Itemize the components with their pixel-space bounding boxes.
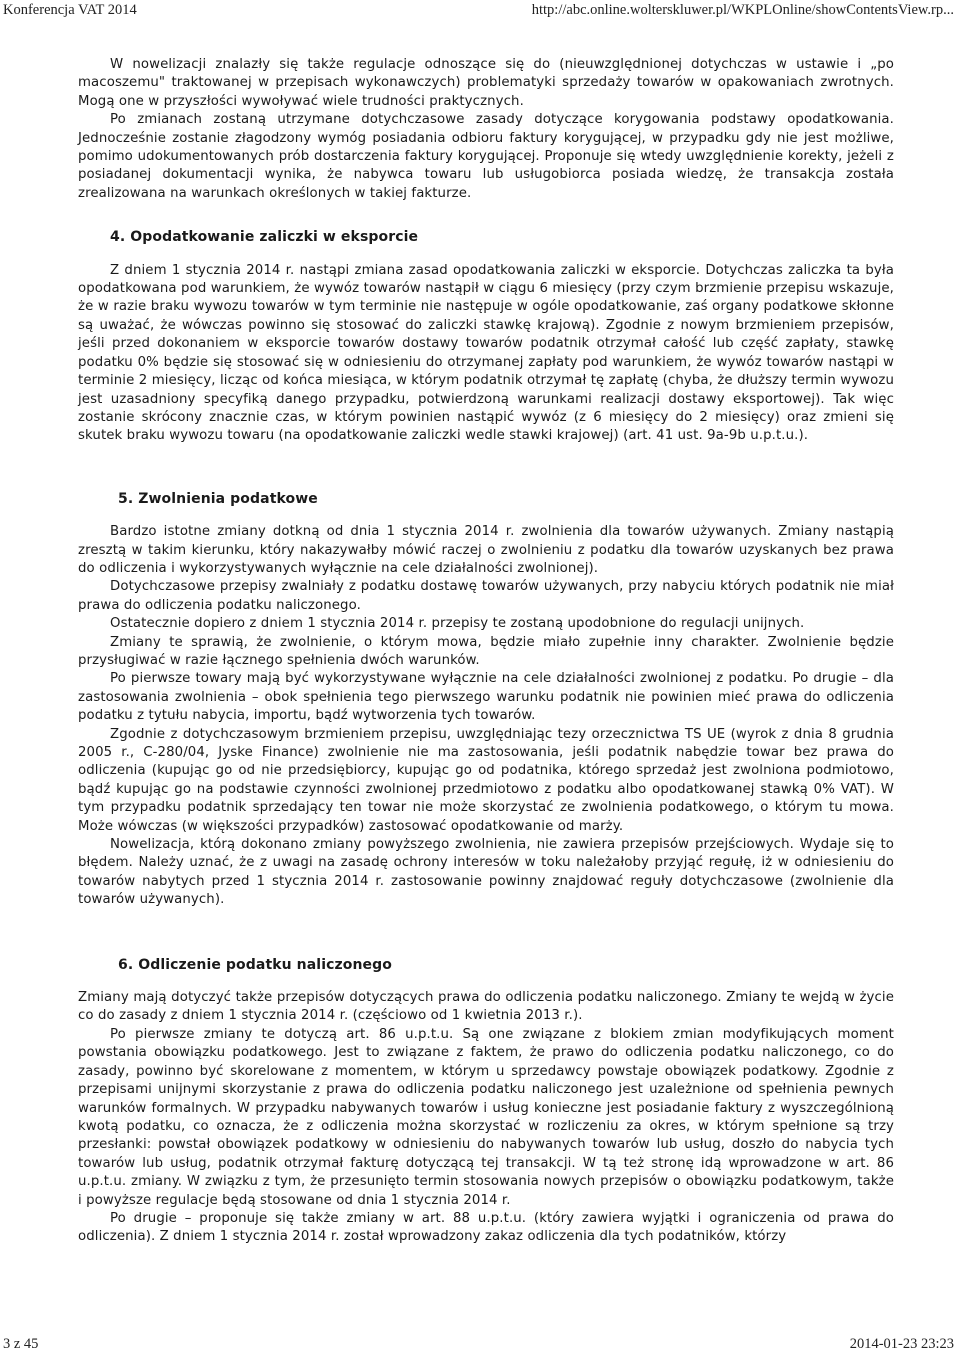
section-5-paragraph: Zgodnie z dotychczasowym brzmieniem przepisu, uwzględniając tezy orzecznictwa TS UE (wyrok z dnia 8 grudnia 2005 r., C-280/04, Jyske Finance) zwolnienie nie ma zastosowania, jeśli podatnik nabędzie towar bez prawa do odliczenia (kupując go od nie przedsiębiorcy, kupując go od podatnika, którego sprzedaż jest zwolniona podmiotowo, bądź kupując go na podstawie czynności zwolnionej przedmiotowo z podatku albo opodatkowanej stawką 0% VAT). W tym przypadku podatnik sprzedający ten towar nie może skorzystać ze zwolnienia podatkowego, o którym tu mowa. Może wówczas (w większości przypadków) zastosować opodatkowanie od marży. xyxy=(78,726,894,834)
section-5-paragraph: Nowelizacja, którą dokonano zmiany powyższego zwolnienia, nie zawiera przepisów przejściowych. Wydaje się to błędem. Należy uznać, że z uwagi na zasadę ochrony interesów w toku należałoby przyjąć regułę, iż w odniesieniu do towarów nabytych przed 1 stycznia 2014 r. zastosowanie powinny znajdować reguły dotychczasowe (zwolnienie dla towarów używanych). xyxy=(78,837,894,908)
print-timestamp: 2014-01-23 23:23 xyxy=(849,1336,954,1352)
intro-paragraph: Po zmianach zostaną utrzymane dotychczasowe zasady dotyczące korygowania podstawy opodatkowania. Jednocześnie zostanie złagodzony wymóg posiadania odbioru faktury korygującej, w przypadku gdy nie jest możliwe, pomimo udokumentowanych prób dostarczenia faktury korygującej. Proponuje się wtedy uwzględnienie korekty, jeżeli z posiadanej dokumentacji wynika, że nabywca towaru lub usługobiorca posiada wiedzę, że transakcja została zrealizowana na warunkach określonych w takiej fakturze. xyxy=(78,112,894,201)
section-5-paragraph: Po pierwsze towary mają być wykorzystywane wyłącznie na cele działalności zwolnionej z podatku. Po drugie – dla zastosowania zwolnienia – obok spełnienia tego pierwszego warunku podatnik nie powinien mieć prawa do odliczenia podatku z tytułu nabycia, importu, bądź wytworzenia tych towarów. xyxy=(78,671,894,724)
section-6-heading: 6. Odliczenie podatku naliczonego xyxy=(118,956,392,973)
document-body xyxy=(78,56,894,1247)
section-4-paragraph: Z dniem 1 stycznia 2014 r. nastąpi zmiana zasad opodatkowania zaliczki w eksporcie. Dotychczas zaliczka ta była opodatkowana pod warunkiem, że wywóz towarów nastąpił w ciągu 6 miesięcy (przy czym brzmienie przepisu wskazuje, że w razie braku wywozu towarów w tym terminie nie następuje w ogóle opodatkowanie, zaś organy podatkowe skłonne są uważać, że wówczas powinno się stosować do zaliczki stawkę krajową). Zgodnie z nowym brzmieniem przepisów, jeśli przed dokonaniem w eksporcie towarów dostawy towarów podatnik otrzymał całość lub część zapłaty, stawkę podatku 0% będzie się stosować się w odniesieniu do otrzymanej zapłaty pod warunkiem, że wywóz towarów nastąpi w terminie 2 miesięcy, licząc od końca miesiąca, w którym podatnik otrzymał tę zapłatę (chyba, że dłuższy termin wywozu jest uzasadniony specyfiką danego przypadku, potwierdzoną warunkami realizacji dostawy eksportowej). Tak więc zostanie skrócony znacznie czas, w którym powinien nastąpić wywóz (z 6 miesięcy do 2 miesięcy) oraz zmieni się skutek braku wywozu towaru (na opodatkowanie zaliczki wedle stawki krajowej) (art. 41 ust. 9a-9b u.p.t.u.). xyxy=(78,262,894,444)
header-document-title: Konferencja VAT 2014 xyxy=(3,2,137,18)
section-5-paragraph: Zmiany te sprawią, że zwolnienie, o którym mowa, będzie miało zupełnie inny charakter. Zwolnienie będzie przysługiwać w razie łącznego spełnienia dwóch warunków. xyxy=(78,634,894,668)
section-5-paragraph: Ostatecznie dopiero z dniem 1 stycznia 2014 r. przepisy te zostaną upodobnione do regulacji unijnych. xyxy=(110,616,805,632)
section-6-paragraph: Zmiany mają dotyczyć także przepisów dotyczących prawa do odliczenia podatku naliczonego. Zmiany te wejdą w życie co do zasady z dniem 1 stycznia 2014 r. (częściowo od 1 kwietnia 2013 r.). xyxy=(78,990,894,1024)
page-counter: 3 z 45 xyxy=(3,1336,39,1352)
section-4-heading: 4. Opodatkowanie zaliczki w eksporcie xyxy=(110,229,419,246)
section-5-paragraph: Bardzo istotne zmiany dotkną od dnia 1 stycznia 2014 r. zwolnienia dla towarów używanych. Zmiany nastąpią zresztą w takim kierunku, który nakazywałby mówić raczej o zwolnieniu z podatku dla towarów uzyskanych bez prawa do odliczenia i wykorzystywanych wyłącznie na cele działalności zwolnionej). xyxy=(78,524,894,576)
section-6-paragraph: Po pierwsze zmiany te dotyczą art. 86 u.p.t.u. Są one związane z blokiem zmian modyfikujących moment powstania obowiązku podatkowego. Jest to związane z faktem, że prawo do odliczenia podatku naliczonego, co do zasady, powinno być skorelowane z momentem, w którym u sprzedawcy powstaje obowiązek podatkowy. Zgodnie z przepisami unijnymi skorzystanie z prawa do odliczenia podatku naliczonego jest uzależnione od spełnienia pewnych warunków formalnych. W przypadku nabywanych towarów i usług konieczne jest posiadanie faktury z wyszczególnioną kwotą podatku, co oznacza, że z odliczenia można skorzystać w rozliczeniu za okres, w którym spełnione są trzy przesłanki: powstał obowiązek podatkowy w odniesieniu do nabywanych towarów lub usług, doszło do nabycia tych towarów lub usług, podatnik otrzymał fakturę dotyczącą tej transakcji. W tą też stronę idą wprowadzone w art. 86 u.p.t.u. zmiany. W związku z tym, że przesunięto termin stosowania nowych przepisów o obowiązku podatkowym, także i powyższe regulacje będą stosowane od dnia 1 stycznia 2014 r. xyxy=(78,1026,894,1208)
section-5-heading: 5. Zwolnienia podatkowe xyxy=(118,490,318,507)
header-url: http://abc.online.wolterskluwer.pl/WKPLOnline/showContentsView.rp... xyxy=(531,2,954,18)
print-header xyxy=(0,0,960,22)
intro-paragraph: W nowelizacji znalazły się także regulacje odnoszące się do (nieuwzględnionej dotychczas w ustawie i „po macoszemu" traktowanej w przepisach wykonawczych) problematyki sprzedaży towarów w opakowaniach zwrotnych. Mogą one w przyszłości wywoływać wiele trudności praktycznych. xyxy=(78,57,894,109)
section-6-paragraph: Po drugie – proponuje się także zmiany w art. 88 u.p.t.u. (który zawiera wyjątki i ograniczenia od prawa do odliczenia). Z dniem 1 stycznia 2014 r. został wprowadzony zakaz odliczenia dla tych podatników, którzy xyxy=(78,1210,894,1245)
print-footer xyxy=(0,1333,960,1357)
section-5-paragraph: Dotychczasowe przepisy zwalniały z podatku dostawę towarów używanych, przy nabyciu których podatnik nie miał prawa do odliczenia podatku naliczonego. xyxy=(78,579,894,613)
